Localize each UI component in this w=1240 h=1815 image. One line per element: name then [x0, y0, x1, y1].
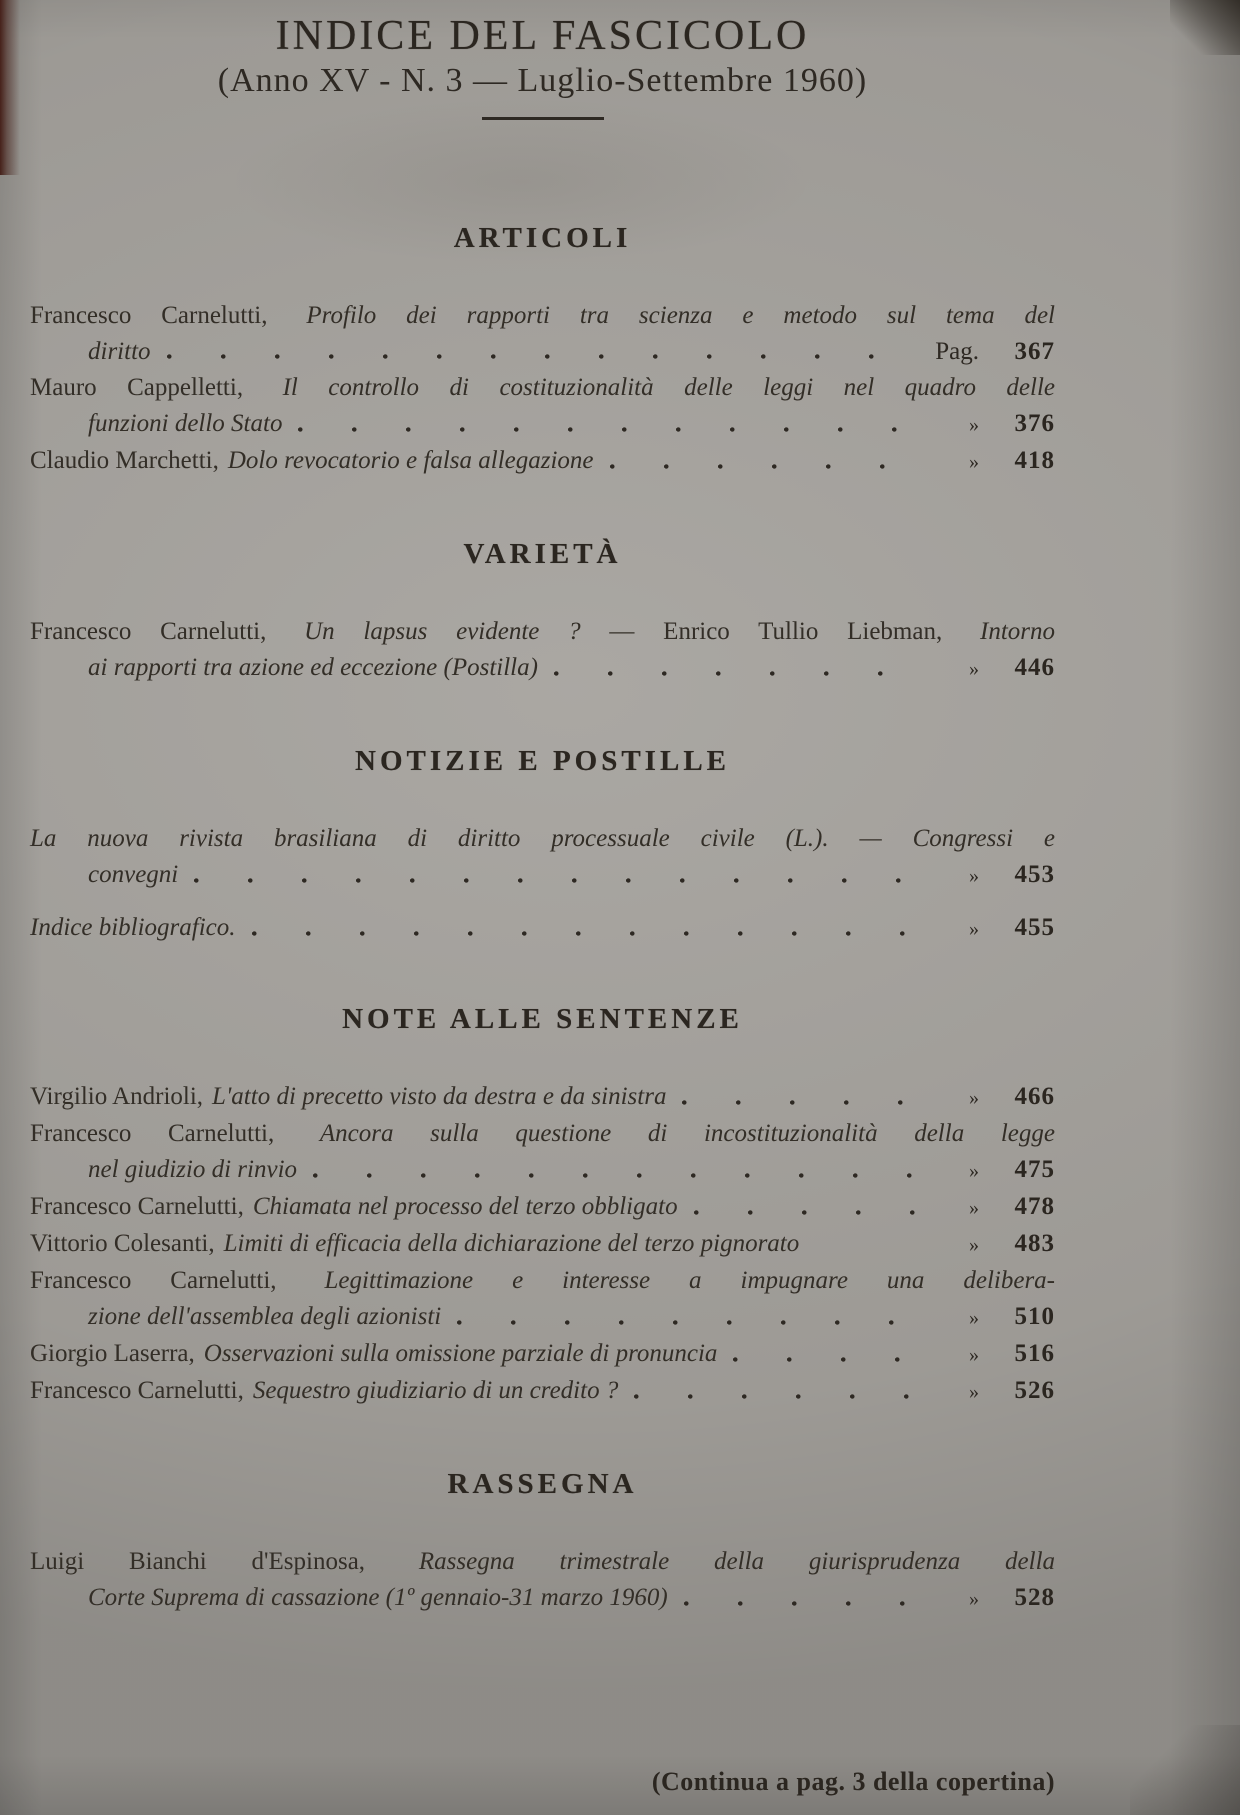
entry-title-continued: zione dell'assemblea degli azionisti [88, 1303, 442, 1330]
page-subtitle: (Anno XV - N. 3 — Luglio-Settembre 1960) [217, 62, 868, 99]
entry-line [30, 1580, 1055, 1617]
entry-title: Profilo dei rapporti tra scienza e metodo sul tema del [306, 302, 1056, 329]
section-entries [30, 1079, 1055, 1410]
section-articoli [30, 220, 1055, 480]
page-number: 475 [1014, 1156, 1055, 1183]
entry-author: Luigi Bianchi d'Espinosa, [30, 1548, 366, 1575]
entry-title-continued: nel giudizio di rinvio [88, 1156, 298, 1183]
toc-entry [30, 1116, 1055, 1189]
dot-leader [298, 406, 919, 443]
entry-author: Francesco Carnelutti, [30, 1120, 275, 1147]
section-entries [30, 614, 1055, 687]
entry-line [30, 1152, 1055, 1189]
section-heading: NOTIZIE E POSTILLE [355, 745, 730, 777]
section-heading: RASSEGNA [447, 1468, 638, 1500]
entry-author: Vittorio Colesanti, [30, 1230, 215, 1257]
page-number: 446 [1014, 654, 1055, 681]
entry-author: Claudio Marchetti, [30, 447, 219, 474]
dot-leader [694, 1189, 919, 1226]
entry-title-continued: Corte Suprema di cassazione (1º gennaio-31 marzo 1960) [88, 1584, 668, 1611]
entry-line [30, 821, 1055, 857]
page-number: 376 [1014, 410, 1055, 437]
entry-title-continued: convegni [88, 861, 179, 888]
dot-leader [313, 1152, 919, 1189]
entry-line [30, 1189, 1055, 1226]
entry-author: Virgilio Andrioli, [30, 1083, 204, 1110]
entry-line [30, 650, 1055, 687]
toc-entry [30, 298, 1055, 370]
entry-line [30, 1336, 1055, 1373]
dot-leader [554, 650, 919, 687]
entry-author: Francesco Carnelutti, [30, 1377, 244, 1404]
page-number: 516 [1014, 1340, 1055, 1367]
dot-leader [457, 1299, 919, 1336]
entry-author: Giorgio Laserra, [30, 1340, 195, 1367]
section-varieta [30, 536, 1055, 687]
entry-title: Un lapsus evidente ? [304, 618, 581, 645]
entry-line [30, 370, 1055, 406]
section-entries [30, 1544, 1055, 1617]
dot-leader [167, 334, 919, 370]
dot-leader [733, 1336, 919, 1373]
toc-entry [30, 1226, 1055, 1263]
entry-title-continued: ai rapporti tra azione ed eccezione (Postilla) [88, 654, 538, 681]
dot-leader [815, 1226, 919, 1263]
entry-line [30, 1373, 1055, 1410]
page-marker: » [969, 1197, 979, 1219]
section-notizie-e-postille [30, 743, 1055, 947]
entry-line [30, 334, 1055, 370]
toc-entry [30, 1263, 1055, 1336]
toc-entry [30, 614, 1055, 687]
header-rule [482, 117, 604, 120]
entry-title: La nuova rivista brasiliana di diritto processuale civile (L.). — Congressi e [30, 825, 1055, 852]
entry-title: L'atto di precetto visto da destra e da sinistra [212, 1083, 667, 1110]
section-entries [30, 298, 1055, 480]
entry-line [30, 1299, 1055, 1336]
section-heading: ARTICOLI [453, 222, 632, 254]
entry-title: Indice bibliografico. [30, 914, 236, 941]
entry-title: Sequestro giudiziario di un credito ? [252, 1377, 619, 1404]
page-marker: » [969, 1344, 979, 1366]
page-number: 483 [1014, 1230, 1055, 1257]
toc-entry [30, 443, 1055, 480]
entry-title: Rassegna trimestrale della giurisprudenza della [418, 1548, 1056, 1575]
page-marker: » [969, 1381, 979, 1403]
page-number: 528 [1014, 1584, 1055, 1611]
entry-author: Francesco Carnelutti, [30, 1267, 277, 1294]
entry-author: Mauro Cappelletti, [30, 374, 244, 401]
toc-entry [30, 1189, 1055, 1226]
dot-leader [684, 1580, 919, 1617]
entry-title: Dolo revocatorio e falsa allegazione [227, 447, 594, 474]
dot-leader [194, 857, 919, 894]
entry-author: Francesco Carnelutti, [30, 618, 267, 645]
page-number: 367 [1014, 338, 1055, 365]
dot-leader [610, 443, 919, 480]
page-number: 466 [1014, 1083, 1055, 1110]
entry-line [30, 910, 1055, 947]
page-marker: » [969, 1234, 979, 1256]
toc-entry [30, 1544, 1055, 1617]
entry-line [30, 1116, 1055, 1152]
section-entries [30, 821, 1055, 947]
page-number: 455 [1014, 914, 1055, 941]
page-number: 453 [1014, 861, 1055, 888]
entry-title: Limiti di efficacia della dichiarazione del terzo pignorato [223, 1230, 800, 1257]
entry-line [30, 1226, 1055, 1263]
entry-author: Francesco Carnelutti, [30, 302, 268, 329]
entry-line [30, 614, 1055, 650]
toc-header [30, 12, 1055, 120]
dot-leader [252, 910, 919, 947]
page-marker: » [969, 1588, 979, 1610]
entry-line [30, 1079, 1055, 1116]
page-title: INDICE DEL FASCICOLO [275, 13, 810, 59]
entry-author-second: — Enrico Tullio Liebman, [609, 618, 943, 645]
page-number: 478 [1014, 1193, 1055, 1220]
entry-title: Osservazioni sulla omissione parziale di pronuncia [203, 1340, 718, 1367]
entry-line [30, 443, 1055, 480]
page-marker: » [969, 1160, 979, 1182]
page-marker: Pag. [935, 338, 979, 365]
page-marker: » [969, 918, 979, 940]
entry-title-continued: diritto [88, 338, 151, 365]
entry-author: Francesco Carnelutti, [30, 1193, 244, 1220]
page-marker: » [969, 451, 979, 473]
entry-line [30, 406, 1055, 443]
entry-line [30, 857, 1055, 894]
dot-leader [682, 1079, 919, 1116]
page-marker: » [969, 658, 979, 680]
toc-entry [30, 1079, 1055, 1116]
section-note-alle-sentenze [30, 1001, 1055, 1410]
dot-leader [634, 1373, 919, 1410]
entry-line [30, 1544, 1055, 1580]
section-rassegna [30, 1466, 1055, 1617]
toc-entry [30, 910, 1055, 947]
page-number: 418 [1014, 447, 1055, 474]
section-heading: VARIETÀ [463, 538, 622, 570]
toc-entry [30, 370, 1055, 443]
entry-title: Chiamata nel processo del terzo obbligato [252, 1193, 678, 1220]
toc-entry [30, 821, 1055, 894]
section-heading: NOTE ALLE SENTENZE [342, 1003, 743, 1035]
toc-entry [30, 1373, 1055, 1410]
toc-entry [30, 1336, 1055, 1373]
entry-title: Il controllo di costituzionalità delle leggi nel quadro delle [282, 374, 1056, 401]
page-marker: » [969, 414, 979, 436]
entry-title: Legittimazione e interesse a impugnare una delibera- [324, 1267, 1055, 1294]
entry-title-second: Intorno [980, 618, 1055, 645]
entry-title: Ancora sulla questione di incostituzionalità della legge [319, 1120, 1055, 1147]
page-marker: » [969, 865, 979, 887]
page-marker: » [969, 1307, 979, 1329]
page-number: 526 [1014, 1377, 1055, 1404]
entry-line [30, 1263, 1055, 1299]
page-number: 510 [1014, 1303, 1055, 1330]
page-marker: » [969, 1087, 979, 1109]
entry-line [30, 298, 1055, 334]
entry-title-continued: funzioni dello Stato [88, 410, 283, 437]
continuation-note: (Continua a pag. 3 della copertina) [651, 1767, 1055, 1796]
